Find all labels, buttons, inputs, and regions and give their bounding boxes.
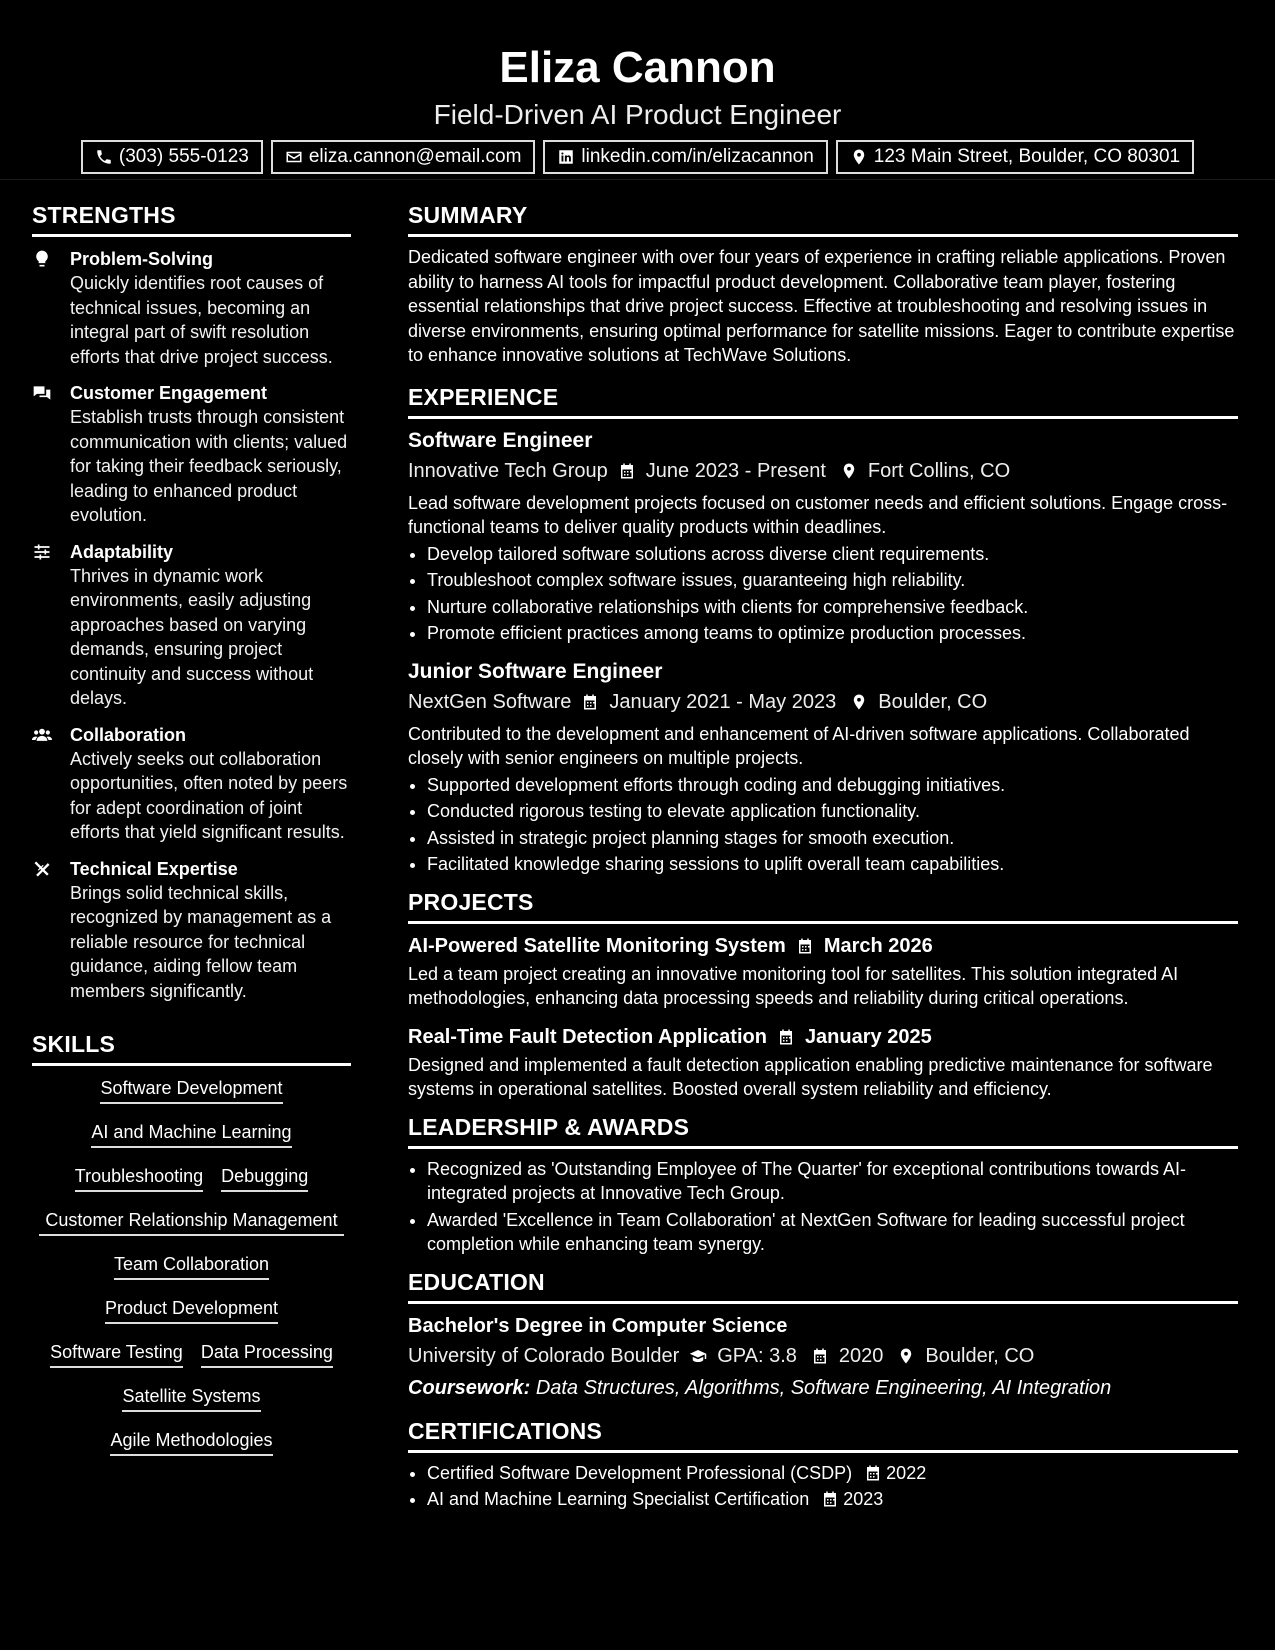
projects-heading: PROJECTS bbox=[408, 889, 1238, 924]
coursework-label: Coursework: bbox=[408, 1376, 531, 1399]
skill-tag: Product Development bbox=[105, 1296, 278, 1324]
skills-section bbox=[32, 1031, 351, 1456]
job-bullet: • Nurture collaborative relationships with clients for comprehensive feedback. bbox=[427, 595, 1238, 620]
strengths-heading: STRENGTHS bbox=[32, 202, 351, 237]
strength-desc: Actively seeks out collaboration opportunities, often noted by peers for adept coordination of joint efforts that yield significant results. bbox=[70, 748, 348, 842]
job-bullet: • Assisted in strategic project planning stages for smooth execution. bbox=[427, 826, 1238, 851]
map-pin-icon bbox=[850, 148, 868, 166]
job-bullets bbox=[408, 773, 1238, 877]
school-location: Boulder, CO bbox=[925, 1344, 1035, 1367]
skill-tag: Software Development bbox=[100, 1076, 282, 1104]
job-bullet: • Conducted rigorous testing to elevate application functionality. bbox=[427, 799, 1238, 824]
certification-name: • AI and Machine Learning Specialist Certification bbox=[427, 1489, 810, 1509]
education-heading: EDUCATION bbox=[408, 1269, 1238, 1304]
certification-item bbox=[427, 1461, 1238, 1486]
calendar-icon bbox=[864, 1464, 882, 1482]
job-bullet: • Facilitated knowledge sharing sessions to uplift overall team capabilities. bbox=[427, 852, 1238, 877]
project-description: Led a team project creating an innovative monitoring tool for satellites. This solution integrated AI methodologies, enhancing data processing speeds and reliability during critical operations. bbox=[408, 963, 1179, 1008]
comments-icon bbox=[32, 383, 52, 403]
strength-item bbox=[32, 247, 351, 369]
job-title: Junior Software Engineer bbox=[408, 659, 663, 683]
calendar-icon bbox=[777, 1028, 795, 1046]
lightbulb-icon bbox=[32, 249, 52, 269]
certification-year: 2023 bbox=[843, 1489, 884, 1509]
resume-body bbox=[0, 180, 1275, 1524]
skill-tag: AI and Machine Learning bbox=[91, 1120, 291, 1148]
certification-year: 2022 bbox=[886, 1462, 927, 1483]
skill-tag: Software Testing bbox=[50, 1340, 183, 1368]
summary-text: Dedicated software engineer with over four years of experience in crafting reliable applications. Proven ability to harness AI tools for impactful product development. Collaborative team player, fostering essential relationships that drive project success. Effective at troubleshooting and resolving issues in diverse environments, ensuring optimal performance for satellite missions. Eager to contribute expertise to enhance innovative solutions at TechWave Solutions. bbox=[408, 247, 1235, 365]
job-bullet: • Supported development efforts through coding and debugging initiatives. bbox=[427, 773, 1238, 798]
degree-name: Bachelor's Degree in Computer Science bbox=[408, 1314, 788, 1337]
contact-phone[interactable] bbox=[81, 140, 263, 174]
job-description: Lead software development projects focused on customer needs and efficient solutions. Engage cross-functional teams to deliver quality products within deadlines. bbox=[408, 492, 1228, 537]
job-bullet: • Promote efficient practices among teams to optimize production processes. bbox=[427, 621, 1238, 646]
contact-phone-text: (303) 555-0123 bbox=[118, 146, 249, 167]
strength-item bbox=[32, 540, 351, 711]
job-entry bbox=[408, 427, 1238, 646]
strength-desc: Establish trusts through consistent communication with clients; valued for taking their feedback seriously, leading to enhanced product evolution. bbox=[70, 407, 348, 525]
skill-tag: Agile Methodologies bbox=[110, 1428, 272, 1456]
contact-address bbox=[836, 140, 1194, 174]
job-title: Software Engineer bbox=[408, 428, 593, 452]
strength-name: Technical Expertise bbox=[70, 858, 238, 879]
job-description: Contributed to the development and enhancement of AI-driven software applications. Collaborated closely with senior engineers on multiple projects. bbox=[408, 723, 1190, 768]
envelope-icon bbox=[285, 148, 303, 166]
strength-item bbox=[32, 723, 351, 845]
skill-tag: Satellite Systems bbox=[122, 1384, 260, 1412]
job-location: Boulder, CO bbox=[878, 690, 988, 713]
award-item: • Recognized as 'Outstanding Employee of The Quarter' for exceptional contributions towards AI-integrated projects at Innovative Tech Group. bbox=[427, 1157, 1238, 1206]
coursework-list: Data Structures, Algorithms, Software Engineering, AI Integration bbox=[535, 1376, 1112, 1399]
skill-tag: Troubleshooting bbox=[75, 1164, 203, 1192]
contact-linkedin-text: linkedin.com/in/elizacannon bbox=[581, 146, 814, 167]
gpa: GPA: 3.8 bbox=[717, 1344, 797, 1367]
sliders-icon bbox=[32, 542, 52, 562]
strength-name: Problem-Solving bbox=[70, 249, 214, 269]
job-bullet: • Develop tailored software solutions across diverse client requirements. bbox=[427, 542, 1238, 567]
certification-item bbox=[427, 1487, 1238, 1512]
calendar-icon bbox=[618, 462, 636, 480]
summary-heading: SUMMARY bbox=[408, 202, 1238, 237]
job-location: Fort Collins, CO bbox=[867, 459, 1011, 482]
right-column bbox=[408, 202, 1238, 1524]
school-name: University of Colorado Boulder bbox=[408, 1344, 680, 1367]
certifications-list bbox=[408, 1461, 1238, 1512]
calendar-icon bbox=[811, 1347, 829, 1365]
phone-icon bbox=[95, 148, 113, 166]
strength-item bbox=[32, 857, 351, 1004]
contact-email-text: eliza.cannon@email.com bbox=[308, 146, 522, 167]
job-company: NextGen Software bbox=[408, 690, 572, 713]
project-date: March 2026 bbox=[823, 934, 933, 957]
left-column bbox=[32, 202, 351, 1524]
strength-name: Customer Engagement bbox=[70, 383, 268, 403]
graduation-year: 2020 bbox=[838, 1344, 884, 1367]
strength-name: Adaptability bbox=[70, 541, 174, 562]
certifications-heading: CERTIFICATIONS bbox=[408, 1418, 1238, 1453]
map-pin-icon bbox=[850, 693, 868, 711]
job-entry bbox=[408, 658, 1238, 877]
strength-desc: Brings solid technical skills, recognized by management as a reliable resource for technical guidance, aiding fellow team members significantly. bbox=[70, 882, 332, 1001]
skill-tag: Customer Relationship Management bbox=[39, 1208, 344, 1236]
job-company: Innovative Tech Group bbox=[408, 459, 608, 482]
project-description: Designed and implemented a fault detection application enabling predictive maintenance for software systems in operational satellites. Boosted overall system reliability and efficiency. bbox=[408, 1054, 1213, 1099]
calendar-icon bbox=[821, 1490, 839, 1508]
contact-bar bbox=[0, 140, 1275, 174]
certification-name: • Certified Software Development Professional (CSDP) bbox=[427, 1462, 853, 1483]
award-item: • Awarded 'Excellence in Team Collaboration' at NextGen Software for leading successful project completion while enhancing team synergy. bbox=[427, 1208, 1238, 1257]
skills-heading: SKILLS bbox=[32, 1031, 351, 1066]
candidate-name: Eliza Cannon bbox=[499, 43, 776, 92]
skill-tag: Debugging bbox=[221, 1164, 308, 1192]
job-bullets bbox=[408, 542, 1238, 646]
contact-linkedin[interactable] bbox=[543, 140, 827, 174]
graduation-cap-icon bbox=[689, 1347, 707, 1365]
skill-tag: Data Processing bbox=[201, 1340, 333, 1368]
skill-tag: Team Collaboration bbox=[114, 1252, 269, 1280]
strength-desc: Thrives in dynamic work environments, easily adjusting approaches based on varying demands, ensuring project continuity and success without delays. bbox=[70, 565, 314, 708]
strength-desc: Quickly identifies root causes of technical issues, becoming an integral part of swift resolution efforts that drive project success. bbox=[70, 273, 333, 367]
users-icon bbox=[32, 725, 52, 745]
leadership-heading: LEADERSHIP & AWARDS bbox=[408, 1114, 1238, 1149]
strength-name: Collaboration bbox=[70, 724, 186, 745]
calendar-icon bbox=[796, 937, 814, 955]
project-name: AI-Powered Satellite Monitoring System bbox=[408, 934, 786, 957]
experience-heading: EXPERIENCE bbox=[408, 384, 1238, 419]
project-entry bbox=[408, 932, 1238, 1011]
resume-header bbox=[0, 0, 1275, 180]
job-dates: June 2023 - Present bbox=[645, 459, 826, 482]
job-dates: January 2021 - May 2023 bbox=[609, 690, 837, 713]
project-name: Real-Time Fault Detection Application bbox=[408, 1025, 767, 1048]
strength-item bbox=[32, 381, 351, 528]
contact-address-text: 123 Main Street, Boulder, CO 80301 bbox=[873, 146, 1181, 167]
contact-email[interactable] bbox=[271, 140, 536, 174]
tools-icon bbox=[32, 859, 52, 879]
project-entry bbox=[408, 1023, 1238, 1102]
map-pin-icon bbox=[897, 1347, 915, 1365]
job-bullet: • Troubleshoot complex software issues, guaranteeing high reliability. bbox=[427, 568, 1238, 593]
candidate-title: Field-Driven AI Product Engineer bbox=[433, 99, 842, 130]
project-date: January 2025 bbox=[804, 1025, 932, 1048]
linkedin-icon bbox=[557, 148, 575, 166]
calendar-icon bbox=[581, 693, 599, 711]
map-pin-icon bbox=[840, 462, 858, 480]
coursework bbox=[408, 1374, 1238, 1402]
leadership-list bbox=[408, 1157, 1238, 1257]
